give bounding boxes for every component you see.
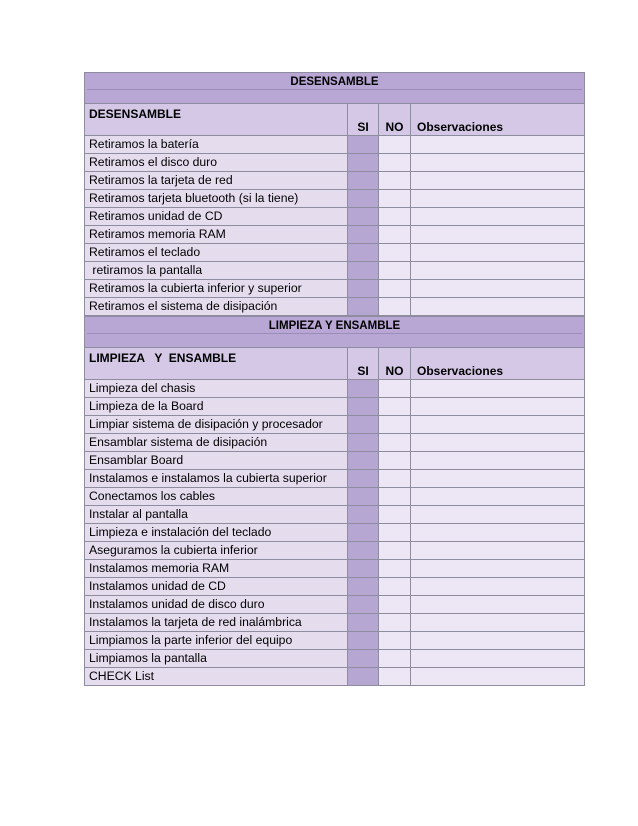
- observaciones-cell[interactable]: [411, 416, 585, 433]
- observaciones-cell[interactable]: [411, 650, 585, 667]
- table-row: [84, 136, 585, 154]
- table-row: [84, 190, 585, 208]
- table-row: [84, 506, 585, 524]
- no-cell[interactable]: [379, 560, 411, 577]
- no-cell[interactable]: [379, 596, 411, 613]
- si-cell[interactable]: [348, 650, 379, 667]
- task-cell: Retiramos la batería: [84, 136, 348, 153]
- table-row: [84, 434, 585, 452]
- no-cell[interactable]: [379, 506, 411, 523]
- task-cell: Ensamblar sistema de disipación: [84, 434, 348, 451]
- observaciones-cell[interactable]: [411, 190, 585, 207]
- section1-rows: [84, 136, 585, 316]
- task-cell: Limpieza e instalación del teclado: [84, 524, 348, 541]
- table-row: [84, 262, 585, 280]
- si-cell[interactable]: [348, 280, 379, 297]
- si-cell[interactable]: [348, 452, 379, 469]
- si-cell[interactable]: [348, 398, 379, 415]
- si-cell[interactable]: [348, 298, 379, 315]
- header-row-limpieza: [84, 347, 585, 380]
- no-cell[interactable]: [379, 434, 411, 451]
- task-cell: Retiramos memoria RAM: [84, 226, 348, 243]
- task-cell: Retiramos tarjeta bluetooth (si la tiene): [84, 190, 348, 207]
- task-cell: Instalamos unidad de CD: [84, 578, 348, 595]
- no-cell[interactable]: [379, 298, 411, 315]
- no-cell[interactable]: [379, 452, 411, 469]
- observaciones-cell[interactable]: [411, 280, 585, 297]
- no-cell[interactable]: [379, 190, 411, 207]
- task-cell: retiramos la pantalla: [84, 262, 348, 279]
- header-task: [85, 104, 348, 135]
- table-row: [84, 244, 585, 262]
- observaciones-cell[interactable]: [411, 172, 585, 189]
- task-cell: Limpiamos la pantalla: [84, 650, 348, 667]
- header-no: NO: [379, 348, 411, 379]
- table-row: [84, 208, 585, 226]
- si-cell[interactable]: [348, 488, 379, 505]
- table-row: [84, 398, 585, 416]
- task-cell: Retiramos el disco duro: [84, 154, 348, 171]
- si-cell[interactable]: [348, 136, 379, 153]
- task-cell: Limpieza de la Board: [84, 398, 348, 415]
- observaciones-cell[interactable]: [411, 632, 585, 649]
- header-task-label: LIMPIEZA Y ENSAMBLE: [89, 351, 237, 365]
- observaciones-cell[interactable]: [411, 154, 585, 171]
- table-row: [84, 650, 585, 668]
- section-title-text: LIMPIEZA Y ENSAMBLE: [268, 320, 401, 332]
- task-cell: Retiramos el sistema de disipación: [84, 298, 348, 315]
- table-row: [84, 298, 585, 316]
- observaciones-cell[interactable]: [411, 560, 585, 577]
- task-cell: Ensamblar Board: [84, 452, 348, 469]
- header-si: SI: [348, 348, 379, 379]
- table-row: [84, 470, 585, 488]
- si-cell[interactable]: [348, 172, 379, 189]
- observaciones-cell[interactable]: [411, 262, 585, 279]
- task-cell: Limpieza del chasis: [84, 380, 348, 397]
- no-cell[interactable]: [379, 668, 411, 685]
- header-task-label: DESENSAMBLE: [89, 107, 182, 121]
- checklist-table: [84, 72, 585, 686]
- table-row: [84, 560, 585, 578]
- no-cell[interactable]: [379, 154, 411, 171]
- observaciones-cell[interactable]: [411, 488, 585, 505]
- observaciones-cell[interactable]: [411, 380, 585, 397]
- no-cell[interactable]: [379, 226, 411, 243]
- si-cell[interactable]: [348, 596, 379, 613]
- no-cell[interactable]: [379, 632, 411, 649]
- si-cell[interactable]: [348, 244, 379, 261]
- si-cell[interactable]: [348, 190, 379, 207]
- table-row: [84, 578, 585, 596]
- observaciones-cell[interactable]: [411, 596, 585, 613]
- table-row: [84, 416, 585, 434]
- observaciones-cell[interactable]: [411, 668, 585, 685]
- si-cell[interactable]: [348, 380, 379, 397]
- si-cell[interactable]: [348, 226, 379, 243]
- si-cell[interactable]: [348, 614, 379, 631]
- task-cell: Retiramos la cubierta inferior y superior: [84, 280, 348, 297]
- no-cell[interactable]: [379, 208, 411, 225]
- table-row: [84, 172, 585, 190]
- table-row: [84, 380, 585, 398]
- table-row: [84, 614, 585, 632]
- no-cell[interactable]: [379, 488, 411, 505]
- table-row: [84, 542, 585, 560]
- observaciones-cell[interactable]: [411, 578, 585, 595]
- observaciones-cell[interactable]: [411, 298, 585, 315]
- table-row: [84, 280, 585, 298]
- task-cell: CHECK List: [84, 668, 348, 685]
- no-cell[interactable]: [379, 650, 411, 667]
- observaciones-cell[interactable]: [411, 506, 585, 523]
- no-cell[interactable]: [379, 172, 411, 189]
- header-observaciones: Observaciones: [411, 348, 584, 379]
- task-cell: Instalamos memoria RAM: [84, 560, 348, 577]
- task-cell: Instalar al pantalla: [84, 506, 348, 523]
- no-cell[interactable]: [379, 578, 411, 595]
- no-cell[interactable]: [379, 524, 411, 541]
- si-cell[interactable]: [348, 470, 379, 487]
- no-cell[interactable]: [379, 470, 411, 487]
- task-cell: Limpiamos la parte inferior del equipo: [84, 632, 348, 649]
- header-si: SI: [348, 104, 379, 135]
- task-cell: Retiramos el teclado: [84, 244, 348, 261]
- si-cell[interactable]: [348, 416, 379, 433]
- observaciones-cell[interactable]: [411, 452, 585, 469]
- task-cell: Aseguramos la cubierta inferior: [84, 542, 348, 559]
- no-cell[interactable]: [379, 280, 411, 297]
- table-row: [84, 668, 585, 686]
- no-cell[interactable]: [379, 380, 411, 397]
- header-no: NO: [379, 104, 411, 135]
- observaciones-cell[interactable]: [411, 136, 585, 153]
- table-row: [84, 596, 585, 614]
- si-cell[interactable]: [348, 668, 379, 685]
- header-task: [85, 348, 348, 379]
- si-cell[interactable]: [348, 578, 379, 595]
- task-cell: Retiramos unidad de CD: [84, 208, 348, 225]
- no-cell[interactable]: [379, 244, 411, 261]
- task-cell: Conectamos los cables: [84, 488, 348, 505]
- si-cell[interactable]: [348, 632, 379, 649]
- si-cell[interactable]: [348, 434, 379, 451]
- si-cell[interactable]: [348, 154, 379, 171]
- section-title-desensamble: [84, 72, 585, 103]
- observaciones-cell[interactable]: [411, 398, 585, 415]
- header-row-desensamble: [84, 103, 585, 136]
- task-cell: Instalamos unidad de disco duro: [84, 596, 348, 613]
- observaciones-cell[interactable]: [411, 470, 585, 487]
- table-row: [84, 524, 585, 542]
- observaciones-cell[interactable]: [411, 542, 585, 559]
- no-cell[interactable]: [379, 398, 411, 415]
- si-cell[interactable]: [348, 262, 379, 279]
- table-row: [84, 154, 585, 172]
- observaciones-cell[interactable]: [411, 524, 585, 541]
- task-cell: Retiramos la tarjeta de red: [84, 172, 348, 189]
- no-cell[interactable]: [379, 136, 411, 153]
- section-title-limpieza: [84, 316, 585, 347]
- table-row: [84, 488, 585, 506]
- header-observaciones: Observaciones: [411, 104, 584, 135]
- observaciones-cell[interactable]: [411, 244, 585, 261]
- observaciones-cell[interactable]: [411, 434, 585, 451]
- table-row: [84, 226, 585, 244]
- observaciones-cell[interactable]: [411, 208, 585, 225]
- observaciones-cell[interactable]: [411, 226, 585, 243]
- no-cell[interactable]: [379, 262, 411, 279]
- task-cell: Instalamos e instalamos la cubierta superior: [84, 470, 348, 487]
- section-title-text: DESENSAMBLE: [290, 76, 379, 88]
- section2-rows: [84, 380, 585, 686]
- si-cell[interactable]: [348, 542, 379, 559]
- no-cell[interactable]: [379, 542, 411, 559]
- table-row: [84, 632, 585, 650]
- si-cell[interactable]: [348, 524, 379, 541]
- observaciones-cell[interactable]: [411, 614, 585, 631]
- no-cell[interactable]: [379, 416, 411, 433]
- task-cell: Instalamos la tarjeta de red inalámbrica: [84, 614, 348, 631]
- si-cell[interactable]: [348, 560, 379, 577]
- no-cell[interactable]: [379, 614, 411, 631]
- table-row: [84, 452, 585, 470]
- si-cell[interactable]: [348, 506, 379, 523]
- si-cell[interactable]: [348, 208, 379, 225]
- task-cell: Limpiar sistema de disipación y procesador: [84, 416, 348, 433]
